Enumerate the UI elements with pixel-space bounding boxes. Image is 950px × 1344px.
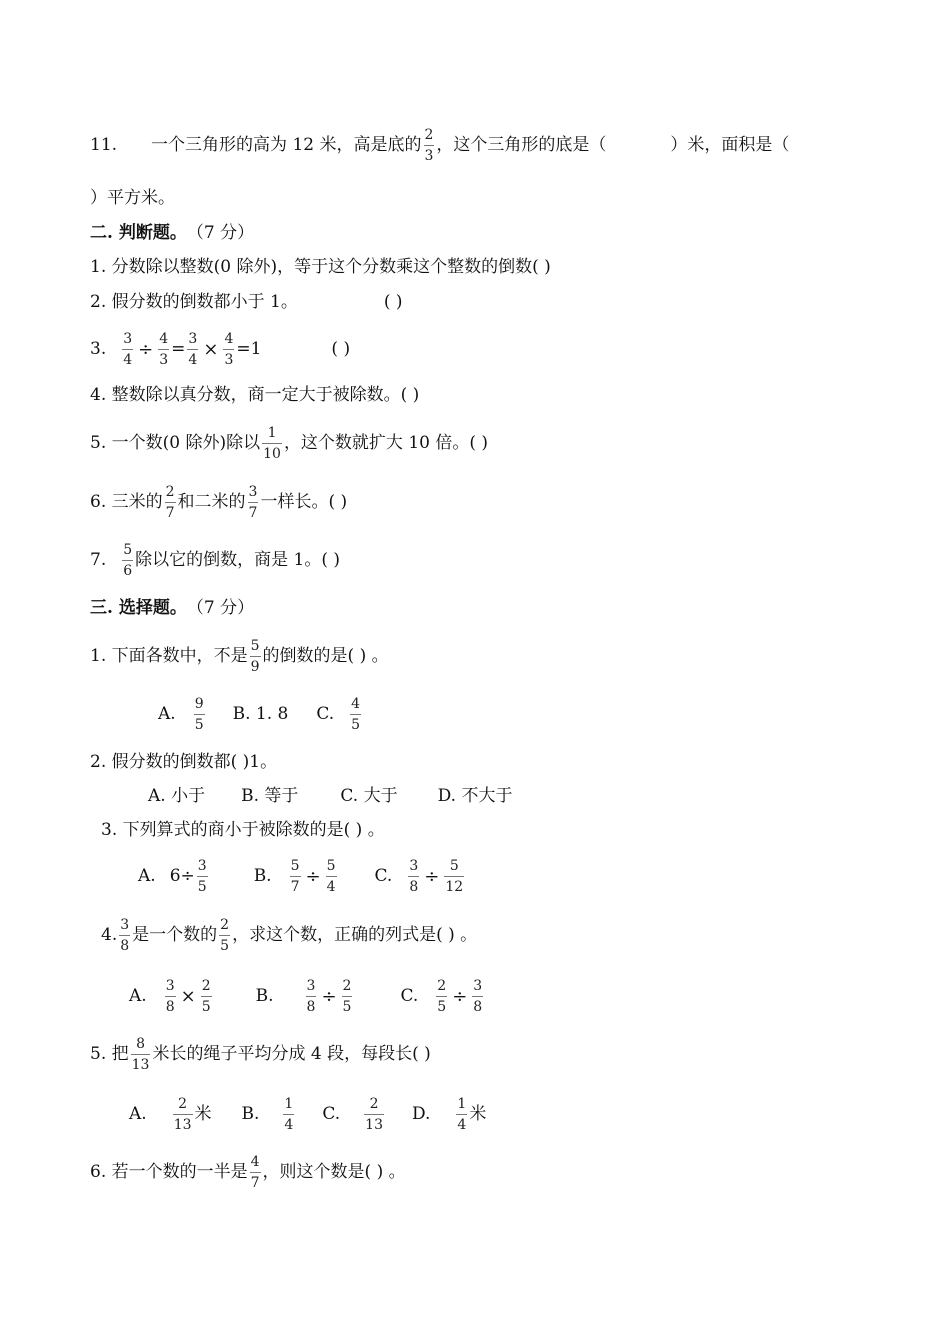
fraction: $\frac{3}{7}$ <box>248 484 258 521</box>
choice-q5: 5. 把 $\frac{8}{13}$ 米长的绳子平均分成 4 段，每段长( ) <box>90 1036 431 1073</box>
judge-q6: 6. 三米的 $\frac{2}{7}$ 和二米的 $\frac{3}{7}$ 一样长。( ) <box>90 484 348 521</box>
question-11-continuation: ）平方米。 <box>90 188 175 208</box>
fraction: $\frac{3}{8}$ <box>306 978 316 1015</box>
option-c: C. <box>374 866 393 886</box>
fraction: $\frac{4}{7}$ <box>250 1154 260 1191</box>
option-c: C. 大于 <box>340 786 398 806</box>
section-3-heading <box>90 600 254 617</box>
option-a: A. <box>129 1104 147 1124</box>
fraction: $\frac{4}{5}$ <box>351 696 361 733</box>
judge-q7: 7. $\frac{5}{6}$ 除以它的倒数，商是 1。( ) <box>90 542 341 579</box>
fraction: $\frac{1}{10}$ <box>263 425 281 462</box>
choice-q6: 6. 若一个数的一半是 $\frac{4}{7}$ ，则这个数是( ) 。 <box>90 1154 406 1191</box>
fraction: $\frac{5}{4}$ <box>326 858 336 895</box>
option-b: B. 1. 8 <box>232 704 289 724</box>
choice-q4-options: A. $\frac{3}{8}$ × $\frac{2}{5}$ B. $\frac{3}{8}$ ÷ $\frac{2}{5}$ C. $\frac{2}{5}$ ÷ $\frac{3}{8}$ <box>129 978 483 1015</box>
option-c: C. <box>400 986 419 1006</box>
fraction: $\frac{3}{8}$ <box>165 978 175 1015</box>
fraction: $\frac{1}{4}$ <box>457 1096 467 1133</box>
fraction: $\frac{9}{5}$ <box>194 696 204 733</box>
judge-q2: 2. 假分数的倒数都小于 1。 ( ) <box>90 292 403 312</box>
choice-q3: 3. 下列算式的商小于被除数的是( ) 。 <box>101 820 385 840</box>
option-c: C. <box>322 1104 341 1124</box>
fraction: $\frac{3}{4}$ <box>188 331 198 368</box>
fraction: $\frac{2}{7}$ <box>165 484 175 521</box>
choice-q1-options <box>158 697 363 732</box>
fraction: $\frac{5}{7}$ <box>290 858 300 895</box>
fraction: $\frac{1}{4}$ <box>284 1096 294 1133</box>
option-a: A. <box>158 704 176 724</box>
option-a: A. 小于 <box>148 786 206 806</box>
fraction: $\frac{2}{5}$ <box>201 978 211 1015</box>
section-title: 二. 判断题。 <box>90 223 187 243</box>
fraction: $\frac{5}{9}$ <box>250 638 260 675</box>
fraction: $\frac{8}{13}$ <box>131 1036 150 1073</box>
fraction: $\frac{3}{8}$ <box>409 858 419 895</box>
fraction: $\frac{2}{5}$ <box>342 978 352 1015</box>
fraction: $\frac{2}{5}$ <box>220 917 230 954</box>
fraction: $\frac{5}{6}$ <box>123 542 133 579</box>
choice-q5-options: A. $\frac{2}{13}$ 米 B. $\frac{1}{4}$ C. $\frac{2}{13}$ D. $\frac{1}{4}$ 米 <box>129 1096 487 1133</box>
fraction: $\frac{4}{3}$ <box>224 331 234 368</box>
choice-q3-options: A. 6 ÷ $\frac{3}{5}$ B. $\frac{5}{7}$ ÷ $\frac{5}{4}$ C. $\frac{3}{8}$ ÷ $\frac{5}{12}$ <box>138 858 464 895</box>
judge-q5: 5. 一个数(0 除外)除以 $\frac{1}{10}$ ，这个数就扩大 10 倍。( ) <box>90 425 489 462</box>
judge-q1: 1. 分数除以整数(0 除外)，等于这个分数乘这个整数的倒数( ) <box>90 257 551 277</box>
fraction: $\frac{2}{13}$ <box>173 1096 192 1133</box>
section-2-heading <box>90 225 254 242</box>
option-d: D. <box>411 1104 431 1124</box>
question-number: 11. <box>90 135 118 155</box>
judge-q4: 4. 整数除以真分数，商一定大于被除数。( ) <box>90 385 420 405</box>
option-b: B. <box>253 866 272 886</box>
section-score: （7 分） <box>186 598 255 618</box>
option-d: D. 不大于 <box>437 786 513 806</box>
option-a: A. <box>138 866 156 886</box>
choice-q2-options <box>148 788 512 805</box>
option-b: B. <box>255 986 274 1006</box>
fraction: $\frac{2}{5}$ <box>437 978 447 1015</box>
section-score: （7 分） <box>186 223 255 243</box>
question-11: 11. 一个三角形的高为 12 米，高是底的 $\frac{2}{3}$ ，这个三角形的底是（ ）米，面积是（ <box>90 127 790 164</box>
judge-q3: 3. $\frac{3}{4}$ ÷ $\frac{4}{3}$ = $\frac{3}{4}$ × $\frac{4}{3}$ =1 ( ) <box>90 331 351 368</box>
choice-q1: 1. 下面各数中，不是 $\frac{5}{9}$ 的倒数的是( ) 。 <box>90 638 389 675</box>
fraction: $\frac{5}{12}$ <box>445 858 464 895</box>
section-title: 三. 选择题。 <box>90 598 187 618</box>
option-a: A. <box>129 986 147 1006</box>
fraction: $\frac{4}{3}$ <box>159 331 169 368</box>
fraction: $\frac{3}{8}$ <box>473 978 483 1015</box>
fraction: $\frac{3}{8}$ <box>120 917 130 954</box>
choice-q4: 4. $\frac{3}{8}$ 是一个数的 $\frac{2}{5}$ ，求这个数，正确的列式是( ) 。 <box>101 917 478 954</box>
choice-q2: 2. 假分数的倒数都( )1。 <box>90 752 278 772</box>
fraction: $\frac{3}{5}$ <box>197 858 207 895</box>
fraction: $\frac{3}{4}$ <box>123 331 133 368</box>
fraction: $\frac{2}{13}$ <box>365 1096 383 1133</box>
option-c: C. <box>316 704 335 724</box>
fraction: $\frac{2}{3}$ <box>424 127 434 164</box>
option-b: B. 等于 <box>241 786 299 806</box>
option-b: B. <box>241 1104 260 1124</box>
